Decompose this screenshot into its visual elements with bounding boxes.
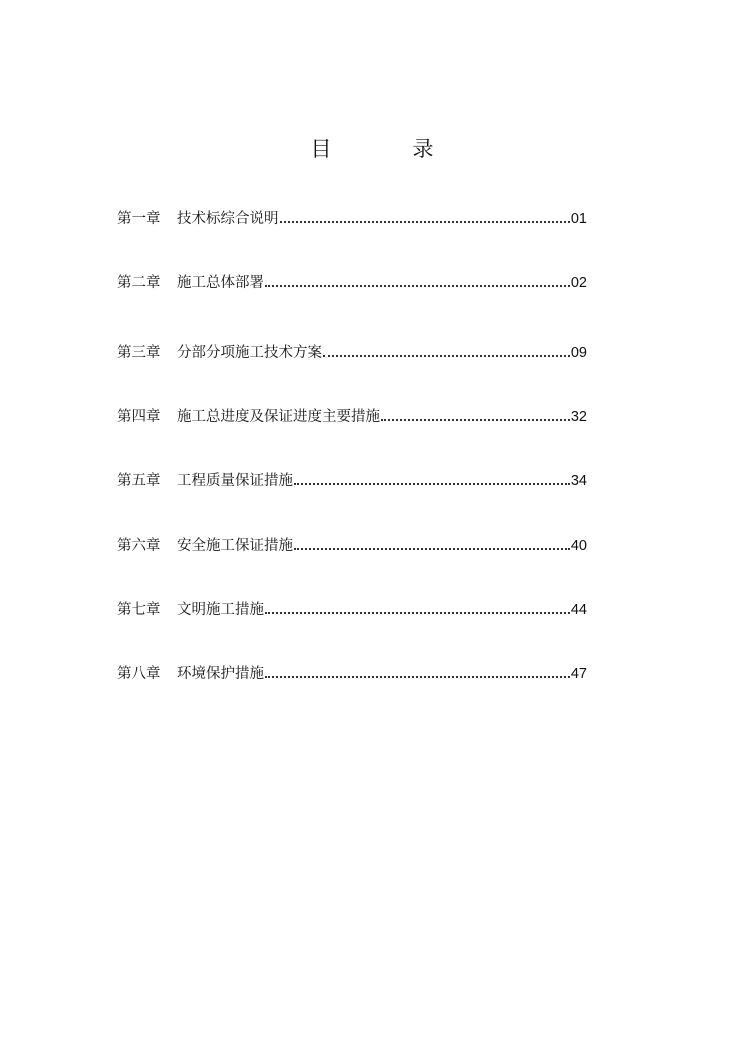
- toc-chapter-label: 第三章: [117, 345, 161, 361]
- toc-chapter-label: 第八章: [117, 666, 161, 682]
- toc-title: 目 录: [310, 137, 464, 161]
- toc-chapter-label: 第四章: [117, 409, 161, 425]
- toc-entry: [117, 535, 587, 557]
- toc-entry-title: 工程质量保证措施: [177, 473, 293, 489]
- toc-dot-leader: [265, 272, 570, 294]
- toc-chapter-label: 第六章: [117, 538, 161, 554]
- toc-page-number: 40: [570, 538, 587, 554]
- toc-page-number: 32: [570, 409, 587, 425]
- toc-entry: [117, 599, 587, 621]
- toc-dot-leader: [323, 342, 570, 364]
- toc-entry: [117, 663, 587, 685]
- toc-entry: [117, 208, 587, 230]
- toc-entry-title: 文明施工措施: [177, 602, 264, 618]
- toc-page-number: 01: [570, 211, 587, 227]
- toc-dot-leader: [265, 663, 570, 685]
- toc-chapter-label: 第一章: [117, 211, 161, 227]
- toc-page-number: 02: [570, 275, 587, 291]
- toc-entry-title: 施工总体部署: [177, 275, 264, 291]
- toc-dot-leader: [381, 406, 570, 428]
- toc-dot-leader: [280, 208, 570, 230]
- toc-chapter-label: 第二章: [117, 275, 161, 291]
- toc-entry-title: 技术标综合说明: [177, 211, 279, 227]
- toc-dot-leader: [294, 470, 570, 492]
- toc-page-number: 47: [570, 666, 587, 682]
- toc-entry: [117, 272, 587, 294]
- toc-entry: [117, 470, 587, 492]
- toc-chapter-label: 第五章: [117, 473, 161, 489]
- toc-dot-leader: [294, 535, 570, 557]
- toc-entry: [117, 406, 587, 428]
- toc-entry: [117, 342, 587, 364]
- toc-entry-title: 安全施工保证措施: [177, 538, 293, 554]
- toc-chapter-label: 第七章: [117, 602, 161, 618]
- toc-page-number: 34: [570, 473, 587, 489]
- toc-entry-title: 分部分项施工技术方案: [177, 345, 322, 361]
- toc-page-number: 09: [570, 345, 587, 361]
- toc-page-number: 44: [570, 602, 587, 618]
- toc-entry-title: 环境保护措施: [177, 666, 264, 682]
- toc-entry-title: 施工总进度及保证进度主要措施: [177, 409, 380, 425]
- toc-dot-leader: [265, 599, 570, 621]
